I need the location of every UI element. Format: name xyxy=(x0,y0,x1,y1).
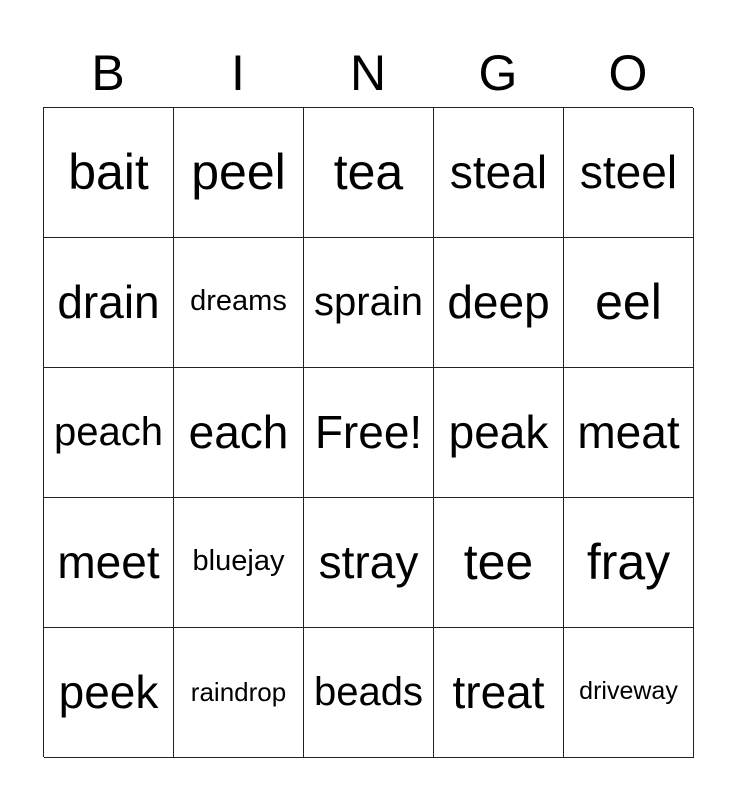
bingo-cell[interactable]: peak xyxy=(434,368,564,498)
bingo-cell[interactable]: meat xyxy=(564,368,694,498)
bingo-cell[interactable]: peek xyxy=(44,628,174,758)
bingo-cell[interactable]: stray xyxy=(304,498,434,628)
bingo-cell[interactable]: bait xyxy=(44,108,174,238)
bingo-cell[interactable]: tee xyxy=(434,498,564,628)
bingo-cell[interactable]: dreams xyxy=(174,238,304,368)
bingo-cell[interactable]: deep xyxy=(434,238,564,368)
bingo-cell[interactable]: drain xyxy=(44,238,174,368)
bingo-cell[interactable]: steal xyxy=(434,108,564,238)
bingo-board xyxy=(43,107,693,757)
bingo-cell[interactable]: fray xyxy=(564,498,694,628)
bingo-cell-free[interactable]: Free! xyxy=(304,368,434,498)
header-letter-b: B xyxy=(91,45,125,101)
bingo-cell[interactable]: meet xyxy=(44,498,174,628)
header-letter-o: O xyxy=(608,45,648,101)
bingo-cell[interactable]: bluejay xyxy=(174,498,304,628)
bingo-cell[interactable]: driveway xyxy=(564,628,694,758)
bingo-cell[interactable]: tea xyxy=(304,108,434,238)
bingo-cell[interactable]: sprain xyxy=(304,238,434,368)
bingo-cell[interactable]: each xyxy=(174,368,304,498)
bingo-header xyxy=(43,40,693,106)
header-letter-g: G xyxy=(478,45,518,101)
bingo-cell[interactable]: treat xyxy=(434,628,564,758)
bingo-cell[interactable]: peel xyxy=(174,108,304,238)
header-letter-n: N xyxy=(349,45,387,101)
bingo-cell[interactable]: peach xyxy=(44,368,174,498)
header-letter-i: I xyxy=(231,45,245,101)
bingo-cell[interactable]: eel xyxy=(564,238,694,368)
bingo-cell[interactable]: raindrop xyxy=(174,628,304,758)
bingo-cell[interactable]: steel xyxy=(564,108,694,238)
bingo-cell[interactable]: beads xyxy=(304,628,434,758)
